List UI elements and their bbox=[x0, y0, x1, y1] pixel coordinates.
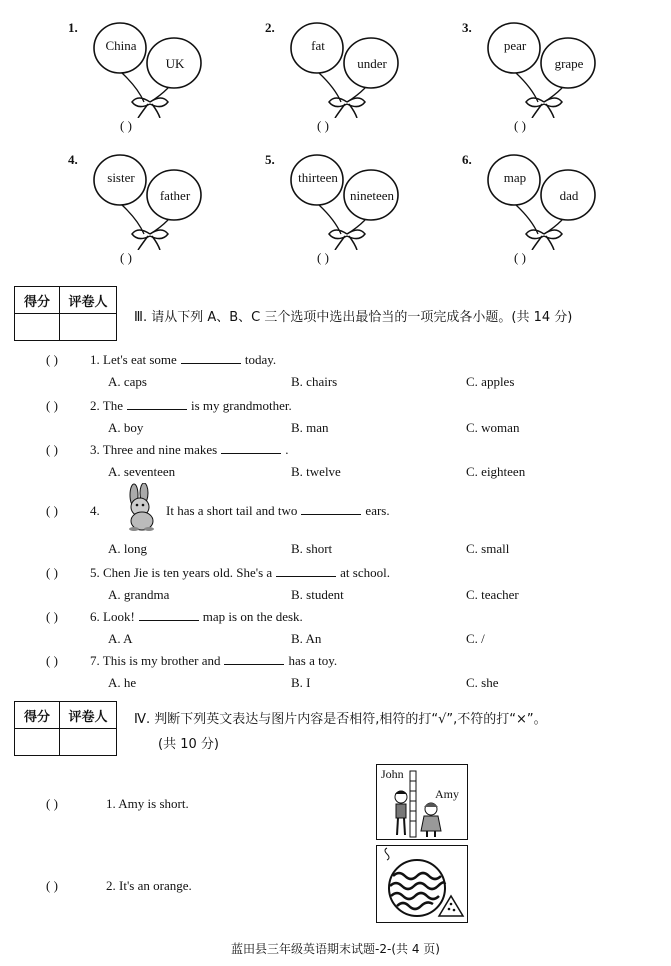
section3-title: Ⅲ. 请从下列 A、B、C 三个选项中选出最恰当的一项完成各小题。(共 14 分) bbox=[134, 310, 573, 325]
balloon-number: 2. bbox=[265, 20, 275, 35]
answer-blank[interactable] bbox=[276, 566, 336, 577]
section4-title-points: (共 10 分) bbox=[158, 737, 219, 752]
page-footer: 蓝田县三年级英语期末试题-2-(共 4 页) bbox=[231, 942, 440, 956]
balloon-group-5 bbox=[265, 150, 415, 270]
answer-paren[interactable]: ( ) bbox=[46, 609, 58, 624]
balloon-number: 6. bbox=[462, 152, 472, 167]
balloon-word-1: fat bbox=[311, 38, 325, 53]
score-label: 得分 bbox=[15, 702, 60, 729]
answer-paren[interactable]: ( ) bbox=[46, 565, 58, 580]
balloon-group-6 bbox=[462, 150, 612, 270]
s4-q2-paren[interactable]: ( ) bbox=[46, 878, 58, 893]
option-c: C. she bbox=[466, 675, 499, 690]
balloon-word-1: map bbox=[503, 170, 527, 185]
watermelon-picture bbox=[376, 845, 468, 923]
option-a: A. long bbox=[108, 541, 147, 556]
answer-blank[interactable] bbox=[127, 399, 187, 410]
score-cell[interactable] bbox=[15, 314, 60, 341]
balloon-answer-paren[interactable]: ( ) bbox=[120, 118, 132, 133]
score-label: 得分 bbox=[15, 287, 60, 314]
watermelon-drawing bbox=[377, 846, 467, 922]
question-text: 1. Let's eat some bbox=[90, 352, 177, 367]
question-text: 3. Three and nine makes bbox=[90, 442, 218, 457]
answer-paren[interactable]: ( ) bbox=[46, 503, 58, 518]
balloon-word-2: UK bbox=[165, 56, 185, 71]
s4-q2-text: 2. It's an orange. bbox=[106, 878, 192, 893]
option-c: C. teacher bbox=[466, 587, 519, 602]
amy-label: Amy bbox=[435, 787, 459, 801]
question-text: 7. This is my brother and bbox=[90, 653, 221, 668]
question-text-end: is my grandmother. bbox=[190, 398, 292, 413]
option-b: B. An bbox=[291, 631, 322, 646]
option-c: C. eighteen bbox=[466, 464, 526, 479]
s4-q1-paren[interactable]: ( ) bbox=[46, 796, 58, 811]
balloon-answer-paren[interactable]: ( ) bbox=[514, 118, 526, 133]
grader-cell[interactable] bbox=[60, 314, 117, 341]
balloon-answer-paren[interactable]: ( ) bbox=[317, 250, 329, 265]
answer-paren[interactable]: ( ) bbox=[46, 398, 58, 413]
question-text: 5. Chen Jie is ten years old. She's a bbox=[90, 565, 273, 580]
answer-blank[interactable] bbox=[301, 504, 361, 515]
balloon-answer-paren[interactable]: ( ) bbox=[120, 250, 132, 265]
answer-blank[interactable] bbox=[221, 443, 281, 454]
balloon-word-2: under bbox=[357, 56, 387, 71]
option-c: C. apples bbox=[466, 374, 515, 389]
answer-paren[interactable]: ( ) bbox=[46, 442, 58, 457]
option-b: B. twelve bbox=[291, 464, 341, 479]
balloon-answer-paren[interactable]: ( ) bbox=[317, 118, 329, 133]
option-b: B. student bbox=[291, 587, 344, 602]
answer-blank[interactable] bbox=[224, 654, 284, 665]
question-text-end: ears. bbox=[365, 503, 390, 518]
question-text-end: today. bbox=[244, 352, 277, 367]
balloon-number: 3. bbox=[462, 20, 472, 35]
question-text-end: map is on the desk. bbox=[202, 609, 303, 624]
balloon-group-2 bbox=[265, 18, 415, 138]
option-a: A. boy bbox=[108, 420, 144, 435]
john-label: John bbox=[381, 767, 404, 781]
balloon-word-2: grape bbox=[554, 56, 584, 71]
grader-label: 评卷人 bbox=[60, 702, 117, 729]
balloon-word-1: pear bbox=[503, 38, 527, 53]
option-b: B. man bbox=[291, 420, 329, 435]
grader-cell[interactable] bbox=[60, 729, 117, 756]
option-a: A. seventeen bbox=[108, 464, 176, 479]
balloon-group-3 bbox=[462, 18, 612, 138]
question-text-end: at school. bbox=[340, 565, 390, 580]
s4-q1-text: 1. Amy is short. bbox=[106, 796, 189, 811]
score-box-section4 bbox=[14, 701, 117, 756]
score-box-section3 bbox=[14, 286, 117, 341]
option-a: A. grandma bbox=[108, 587, 170, 602]
section4-title: Ⅳ. 判断下列英文表达与图片内容是否相符,相符的打“√”,不符的打“×”。 bbox=[134, 712, 547, 727]
question-text-end: has a toy. bbox=[288, 653, 338, 668]
score-cell[interactable] bbox=[15, 729, 60, 756]
question-text-end: . bbox=[285, 442, 289, 457]
option-b: B. short bbox=[291, 541, 333, 556]
balloon-group-1 bbox=[68, 18, 218, 138]
grader-label: 评卷人 bbox=[60, 287, 117, 314]
balloon-number: 5. bbox=[265, 152, 275, 167]
option-a: A. he bbox=[108, 675, 137, 690]
option-b: B. chairs bbox=[291, 374, 338, 389]
question-text: It has a short tail and two bbox=[166, 503, 298, 518]
balloon-word-1: thirteen bbox=[298, 170, 338, 185]
balloon-number: 1. bbox=[68, 20, 78, 35]
option-a: A. A bbox=[108, 631, 133, 646]
option-a: A. caps bbox=[108, 374, 147, 389]
question-text: 2. The bbox=[90, 398, 123, 413]
balloon-group-4 bbox=[68, 150, 218, 270]
john-amy-picture bbox=[376, 764, 468, 840]
balloon-word-2: dad bbox=[559, 188, 579, 203]
balloon-number: 4. bbox=[68, 152, 78, 167]
question-number: 4. bbox=[90, 503, 100, 518]
question-text: 6. Look! bbox=[90, 609, 135, 624]
balloon-word-2: father bbox=[159, 188, 191, 203]
rabbit-icon bbox=[118, 483, 164, 531]
answer-paren[interactable]: ( ) bbox=[46, 352, 58, 367]
answer-blank[interactable] bbox=[181, 353, 241, 364]
children-height-drawing bbox=[377, 765, 467, 839]
balloon-word-2: nineteen bbox=[349, 188, 395, 203]
balloon-answer-paren[interactable]: ( ) bbox=[514, 250, 526, 265]
option-c: C. / bbox=[466, 631, 485, 646]
balloon-word-1: China bbox=[105, 38, 137, 53]
balloon-word-1: sister bbox=[107, 170, 135, 185]
option-c: C. woman bbox=[466, 420, 520, 435]
answer-paren[interactable]: ( ) bbox=[46, 653, 58, 668]
answer-blank[interactable] bbox=[139, 610, 199, 621]
option-b: B. I bbox=[291, 675, 311, 690]
option-c: C. small bbox=[466, 541, 510, 556]
